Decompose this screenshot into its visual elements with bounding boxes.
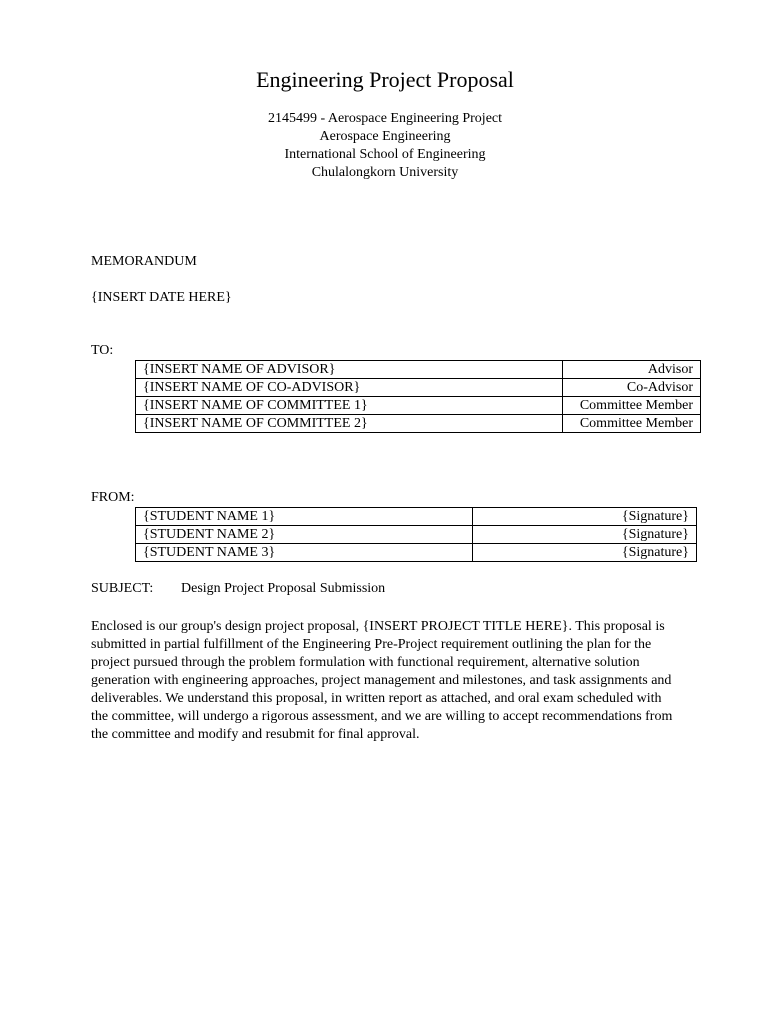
student-2-name: {STUDENT NAME 2}: [136, 526, 473, 544]
student-1-name: {STUDENT NAME 1}: [136, 508, 473, 526]
table-row: [136, 508, 697, 526]
to-label: TO:: [91, 343, 114, 358]
table-row: [136, 361, 701, 379]
department-line: Aerospace Engineering: [319, 129, 451, 144]
advisor-name: {INSERT NAME OF ADVISOR}: [136, 361, 563, 379]
advisor-role: Advisor: [563, 361, 701, 379]
from-table: [135, 507, 697, 562]
date-field: {INSERT DATE HERE}: [91, 290, 232, 305]
document-title: Engineering Project Proposal: [256, 67, 514, 92]
table-row: [136, 526, 697, 544]
table-row: [136, 379, 701, 397]
from-label: FROM:: [91, 490, 135, 505]
subject-label: SUBJECT:: [91, 581, 154, 596]
co-advisor-name: {INSERT NAME OF CO-ADVISOR}: [136, 379, 563, 397]
university-line: Chulalongkorn University: [311, 165, 459, 180]
table-row: [136, 544, 697, 562]
committee-2-name: {INSERT NAME OF COMMITTEE 2}: [136, 415, 563, 433]
student-3-signature: {Signature}: [473, 544, 697, 562]
school-line: International School of Engineering: [284, 147, 486, 162]
table-row: [136, 415, 701, 433]
table-row: [136, 397, 701, 415]
co-advisor-role: Co-Advisor: [563, 379, 701, 397]
student-1-signature: {Signature}: [473, 508, 697, 526]
committee-2-role: Committee Member: [563, 415, 701, 433]
course-line: 2145499 - Aerospace Engineering Project: [267, 111, 503, 126]
to-table: [135, 360, 701, 433]
subject-text: Design Project Proposal Submission: [181, 581, 386, 596]
memorandum-label: MEMORANDUM: [91, 254, 197, 269]
student-3-name: {STUDENT NAME 3}: [136, 544, 473, 562]
committee-1-name: {INSERT NAME OF COMMITTEE 1}: [136, 397, 563, 415]
body-paragraph: Enclosed is our group's design project proposal, {INSERT PROJECT TITLE HERE}. This proposal is submitted in partial fulfillment of the Engineering Pre-Project requirement outlining the plan for the project pursued through the problem formulation with functional requirement, alternative solution generation with engineering approaches, project management and milestones, and task assignments and deliverables. We understand this proposal, in written report as attached, and oral exam scheduled with the committee, will undergo a rigorous assessment, and we are willing to accept recommendations from the committee and modify and resubmit for final approval.: [91, 619, 673, 742]
student-2-signature: {Signature}: [473, 526, 697, 544]
committee-1-role: Committee Member: [563, 397, 701, 415]
